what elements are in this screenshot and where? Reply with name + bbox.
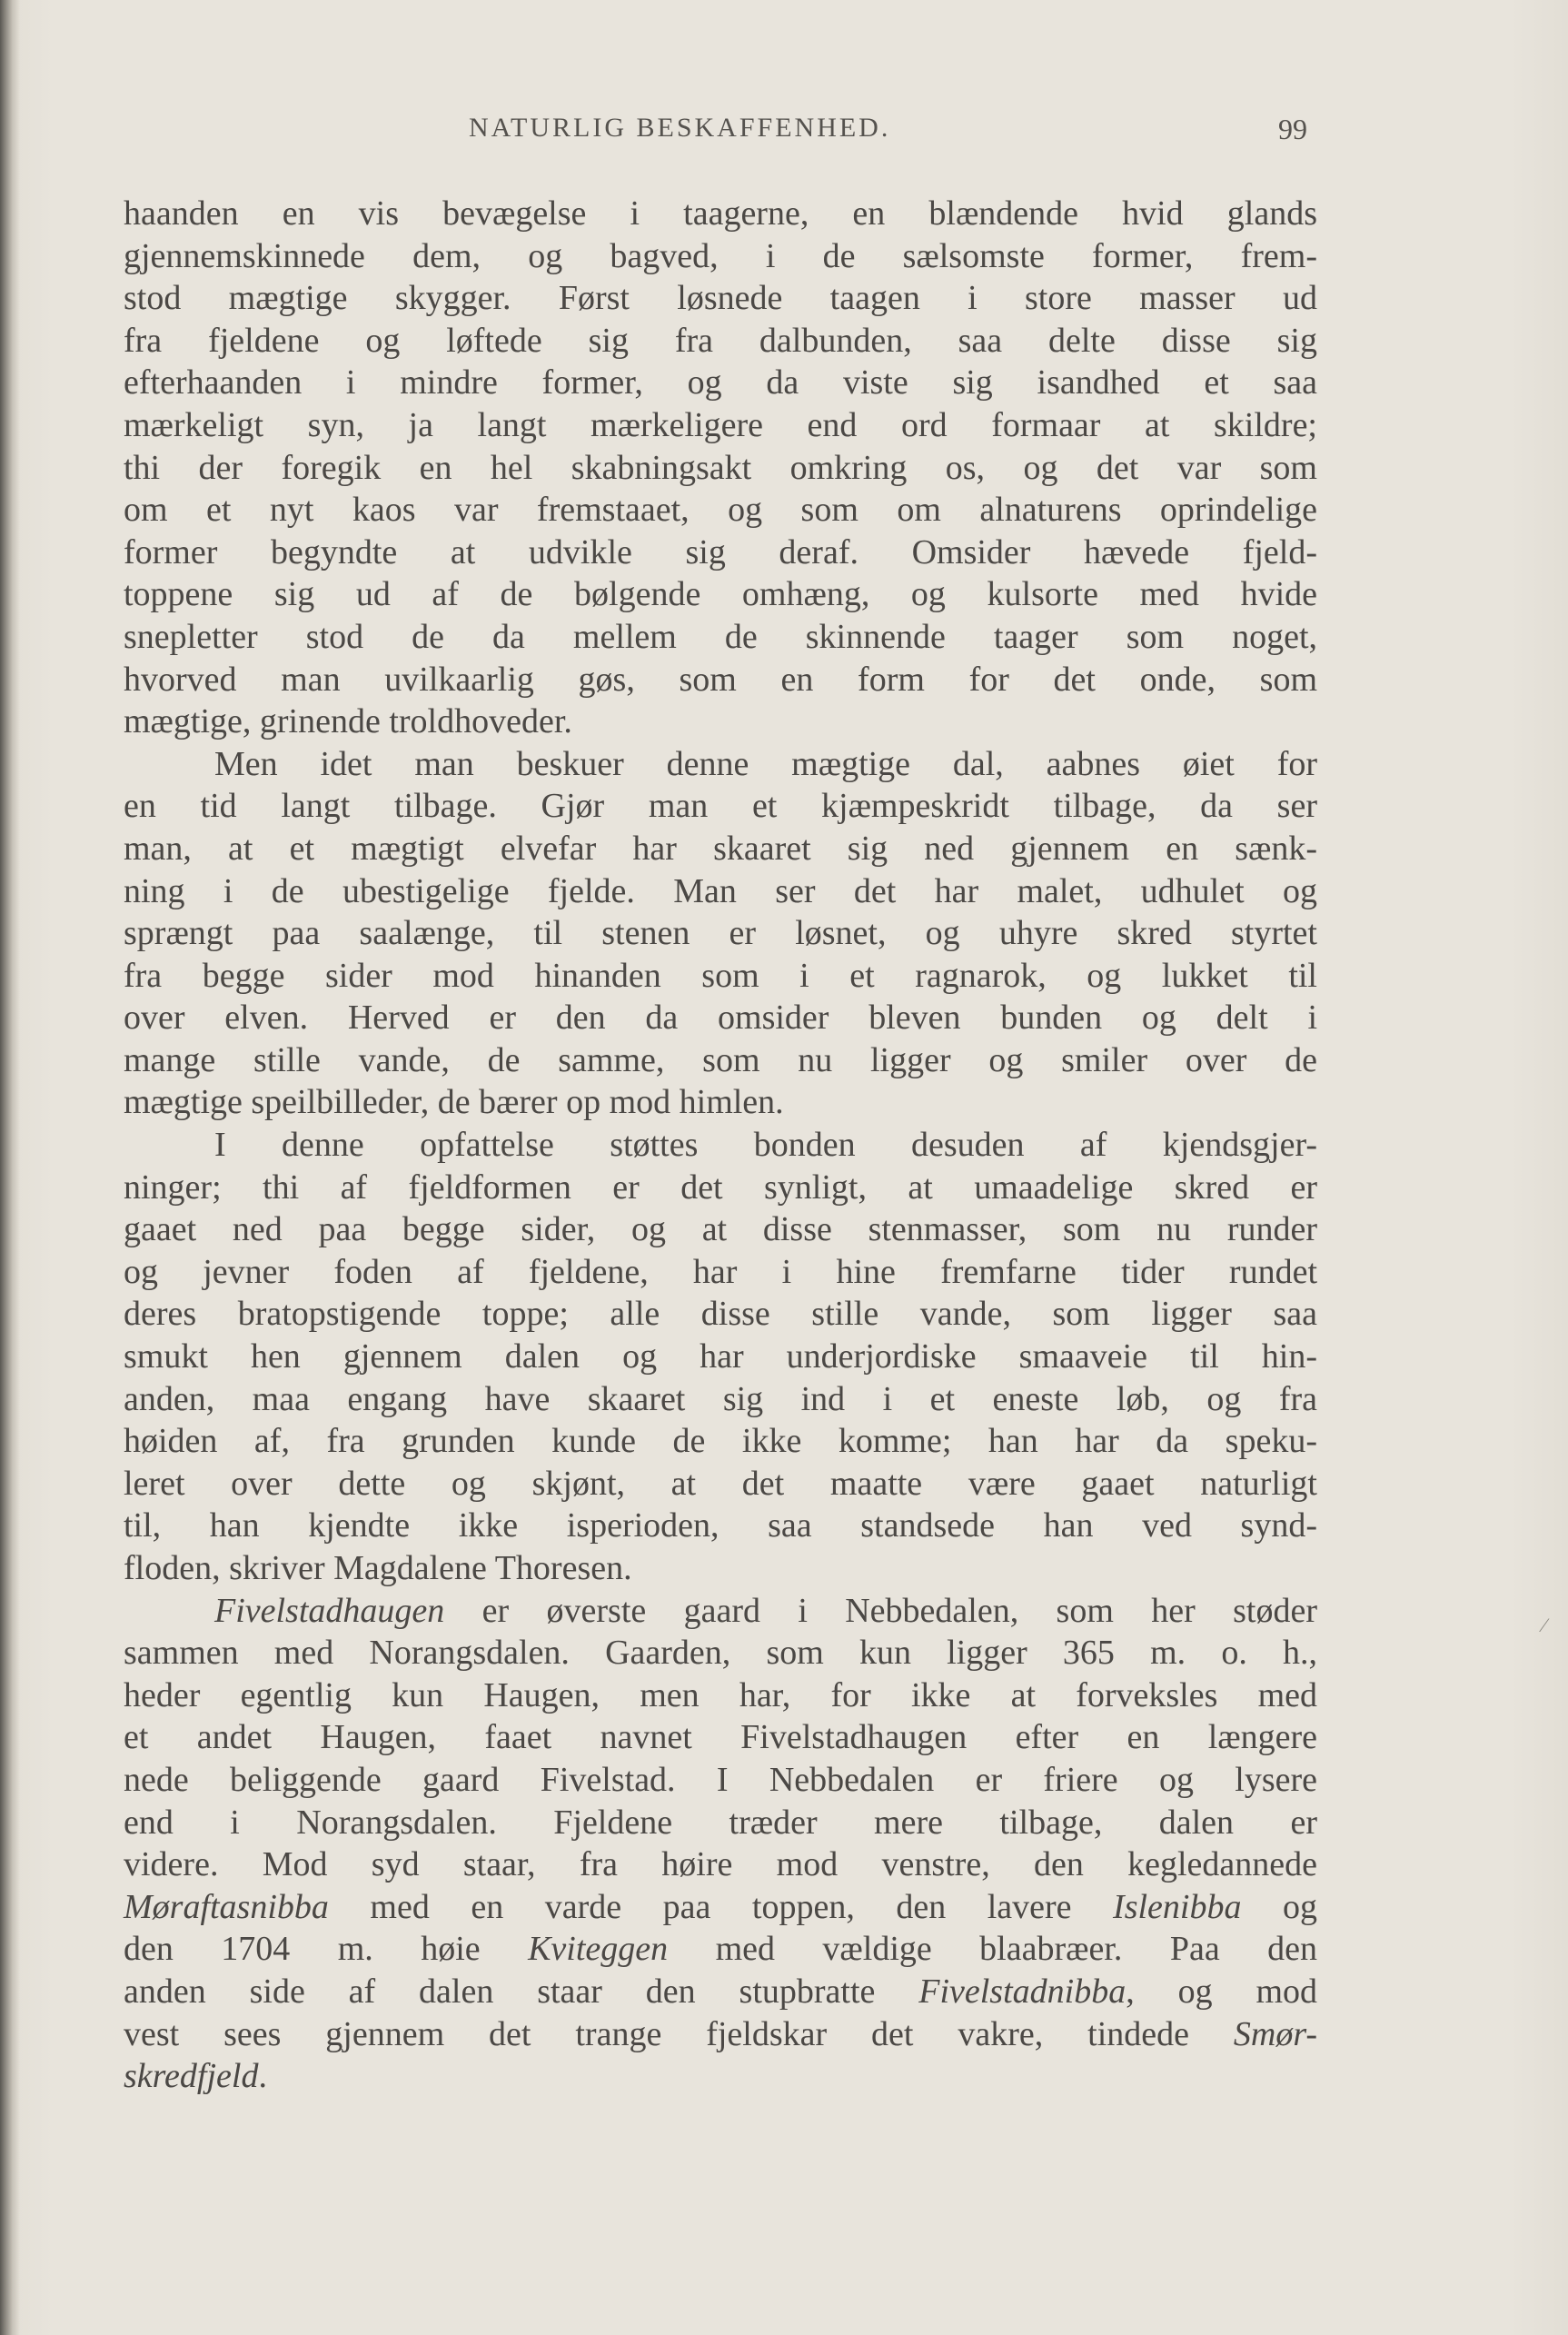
text-line: heder egentlig kun Haugen, men har, for ikke at forveksles med [124, 1675, 1317, 1714]
text-line: toppene sig ud af de bølgende omhæng, og kulsorte med hvide [124, 575, 1317, 614]
text-segment: , og mod [1126, 1972, 1318, 2011]
text-line: ning i de ubestigelige fjelde. Man ser det har malet, udhulet og [124, 871, 1317, 910]
text-line [124, 1971, 1317, 2013]
text-segment: og [1241, 1887, 1317, 1926]
paragraph-start-line [124, 1590, 1317, 1633]
place-name-fivelstadhaugen: Fivelstadhaugen [214, 1591, 445, 1630]
text-line: mærkeligt syn, ja langt mærkeligere end ord formaar at skildre; [124, 405, 1317, 444]
text-line: et andet Haugen, faaet navnet Fivelstadhaugen efter en længere [124, 1718, 1317, 1757]
text-segment: den 1704 m. høie [124, 1930, 529, 1969]
text-line: videre. Mod syd staar, fra høire mod venstre, den kegledannede [124, 1845, 1317, 1884]
text-line: haanden en vis bevægelse i taagerne, en blændende hvid glands [124, 194, 1317, 233]
text-line: om et nyt kaos var fremstaaet, og som om alnaturens oprindelige [124, 491, 1317, 530]
running-title: NATURLIG BESKAFFENHED. [469, 113, 891, 143]
text-line [124, 1928, 1317, 1971]
text-line: leret over dette og skjønt, at det maatte være gaaet naturligt [124, 1464, 1317, 1503]
place-name-kviteggen: Kviteggen [528, 1930, 669, 1969]
text-line: ninger; thi af fjeldformen er det synligt, at umaadelige skred er [124, 1168, 1317, 1207]
text-line: smukt hen gjennem dalen og har underjordiske smaaveie til hin- [124, 1337, 1317, 1376]
text-line: fra fjeldene og løftede sig fra dalbunden, saa delte disse sig [124, 321, 1317, 360]
text-line: sprængt paa saalænge, til stenen er løsnet, og uhyre skred styrtet [124, 914, 1317, 953]
text-segment: vest sees gjennem det trange fjeldskar det vakre, tindede [124, 2014, 1234, 2053]
place-name-fivelstadnibba: Fivelstadnibba [918, 1972, 1126, 2011]
text-line: efterhaanden i mindre former, og da viste sig isandhed et saa [124, 363, 1317, 402]
text-line: deres bratopstigende toppe; alle disse stille vande, som ligger saa [124, 1295, 1317, 1334]
place-name-islenibba: Islenibba [1113, 1887, 1242, 1926]
page-number: 99 [1278, 113, 1307, 145]
paragraph-end-line: mægtige speilbilleder, de bærer op mod himlen. [124, 1083, 784, 1122]
place-name-moraftasnibba: Møraftasnibba [124, 1887, 329, 1926]
text-line: anden, maa engang have skaaret sig ind i et eneste løb, og fra [124, 1379, 1317, 1418]
text-line: nede beliggende gaard Fivelstad. I Nebbedalen er friere og lysere [124, 1760, 1317, 1799]
running-head [0, 113, 1568, 149]
text-line: hvorved man uvilkaarlig gøs, som en form for det onde, som [124, 660, 1317, 699]
text-line: og jevner foden af fjeldene, har i hine fremfarne tider rundet [124, 1252, 1317, 1291]
binding-shadow [0, 0, 20, 2335]
text-line: gjennemskinnede dem, og bagved, i de sælsomste former, frem- [124, 236, 1317, 275]
paragraph-end-line: floden, skriver Magdalene Thoresen. [124, 1549, 632, 1587]
text-line [124, 1886, 1317, 1929]
text-segment: med en varde paa toppen, den lavere [328, 1887, 1114, 1926]
text-line [124, 2013, 1317, 2056]
paragraph-start-line: Men idet man beskuer denne mægtige dal, aabnes øiet for [214, 744, 1317, 783]
text-line: mange stille vande, de samme, som nu ligger og smiler over de [124, 1040, 1317, 1079]
text-segment: er øverste gaard i Nebbedalen, som her støder [444, 1591, 1317, 1630]
text-line: over elven. Herved er den da omsider bleven bunden og delt i [124, 999, 1317, 1038]
text-line: end i Norangsdalen. Fjeldene træder mere tilbage, dalen er [124, 1803, 1317, 1842]
text-line: gaaet ned paa begge sider, og at disse stenmasser, som nu runder [124, 1210, 1317, 1249]
text-segment: . [258, 2057, 267, 2096]
text-line: man, at et mægtigt elvefar har skaaret sig ned gjennem en sænk- [124, 829, 1317, 868]
body-text [124, 193, 1317, 2098]
text-line: sammen med Norangsdalen. Gaarden, som kun ligger 365 m. o. h., [124, 1634, 1317, 1673]
text-line: snepletter stod de da mellem de skinnende taager som noget, [124, 617, 1317, 656]
text-line: en tid langt tilbage. Gjør man et kjæmpeskridt tilbage, da ser [124, 787, 1317, 826]
paragraph-end-line [124, 2055, 1317, 2098]
text-line: stod mægtige skygger. Først løsnede taagen i store masser ud [124, 279, 1317, 318]
place-name-smorskredfjeld-end: skredfjeld [124, 2057, 259, 2096]
text-segment: med vældige blaabræer. Paa den [668, 1930, 1317, 1969]
text-line: til, han kjendte ikke isperioden, saa standsede han ved synd- [124, 1506, 1317, 1545]
text-line: former begyndte at udvikle sig deraf. Omsider hævede fjeld- [124, 532, 1317, 571]
margin-pencil-mark: ⁄ [1543, 1614, 1546, 1636]
paragraph-start-line: I denne opfattelse støttes bonden desuden af kjendsgjer- [214, 1126, 1317, 1165]
text-line: høiden af, fra grunden kunde de ikke komme; han har da speku- [124, 1422, 1317, 1461]
text-segment: anden side af dalen staar den stupbratte [124, 1972, 919, 2011]
place-name-smorskredfjeld-start: Smør- [1233, 2014, 1317, 2053]
text-line: fra begge sider mod hinanden som i et ragnarok, og lukket til [124, 956, 1317, 995]
text-line: thi der foregik en hel skabningsakt omkring os, og det var som [124, 448, 1317, 487]
paragraph-end-line: mægtige, grinende troldhoveder. [124, 702, 572, 741]
